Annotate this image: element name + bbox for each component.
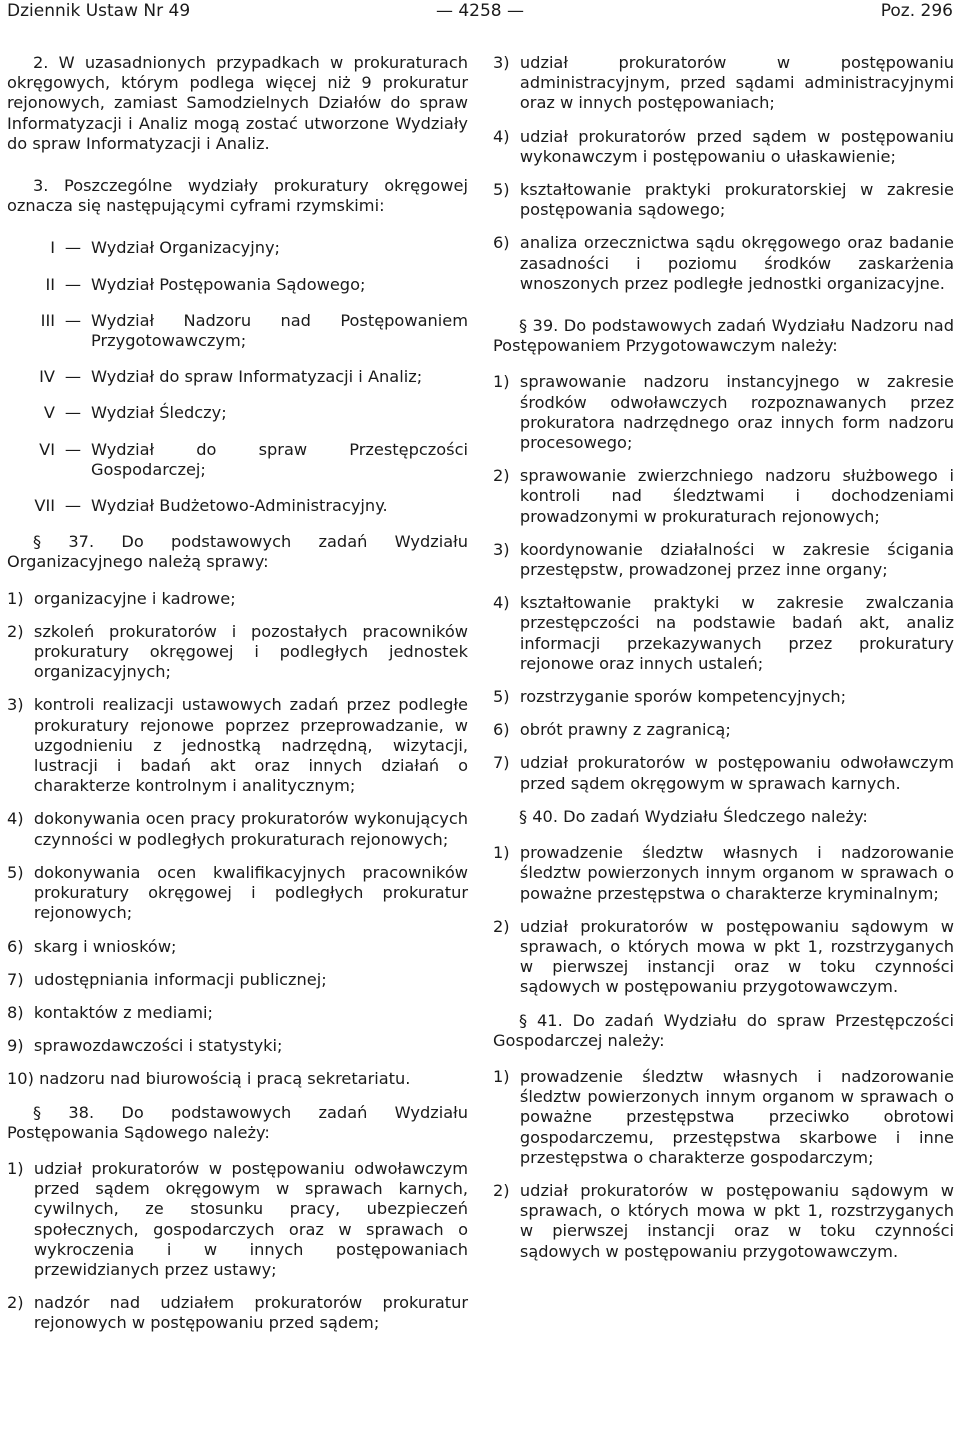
department-item — [7, 403, 468, 423]
item-number: 1) — [493, 843, 520, 863]
dash: — — [64, 238, 82, 258]
item-number: 2) — [493, 916, 520, 936]
item-text: skarg i wniosków; — [33, 936, 177, 956]
list-item — [493, 466, 954, 527]
item-text: koordynowanie działalności w zakresie ścigania przestępstw, prowadzonej przez inne organy; — [519, 539, 954, 580]
page-header — [7, 0, 953, 26]
item-text: rozstrzyganie sporów kompetencyjnych; — [519, 687, 847, 707]
item-number: 5) — [7, 862, 34, 882]
list-item — [493, 753, 954, 793]
item-number: 10) — [7, 1069, 40, 1089]
department-name: Wydział do spraw Informatyzacji i Analiz; — [91, 367, 423, 387]
list-item — [7, 1159, 468, 1280]
item-number: 4) — [7, 809, 34, 829]
item-text: kontroli realizacji ustawowych zadań przez podległe prokuratury rejonowe poprzez przeprowadzanie, w uzgodnieniu z jednostką nadrzędną, wizytacji, lustracji i badań akt oraz innych działań o charakterze kontrolnym i analitycznym; — [33, 695, 468, 796]
item-text: nadzoru nad biurowością i pracą sekretariatu. — [39, 1069, 411, 1089]
list-item — [7, 589, 468, 609]
department-numeral: V — [43, 403, 55, 423]
list-item — [7, 863, 468, 924]
item-number: 7) — [7, 969, 34, 989]
item-number: 1) — [7, 1158, 34, 1178]
item-text: prowadzenie śledztw własnych i nadzorowanie śledztw powierzonych innym organom w sprawach o poważne przestępstwa przeciwko obrotowi gospodarczemu, przestępstwa skarbowe i inne przestępstwa o charakterze gospodarczym; — [519, 1066, 954, 1167]
item-number: 4) — [493, 593, 520, 613]
dash: — — [64, 367, 82, 387]
item-number: 9) — [7, 1036, 34, 1056]
item-number: 2) — [7, 1293, 34, 1313]
item-number: 1) — [493, 1066, 520, 1086]
list-item — [493, 1181, 954, 1262]
item-text: dokonywania ocen pracy prokuratorów wykonujących czynności w podległych prokuraturach rejonowych; — [33, 809, 468, 849]
dash: — — [64, 310, 82, 330]
dash: — — [64, 274, 82, 294]
item-number: 3) — [7, 695, 34, 715]
list-item — [493, 917, 954, 998]
section-41-list — [493, 1067, 954, 1262]
item-text: udział prokuratorów w postępowaniu sądowym w sprawach, o których mowa w pkt 1, rozstrzyganych w pierwszej instancji oraz w toku czynności sądowych w postępowaniu przygotowawczym. — [519, 916, 954, 997]
list-item — [7, 1003, 468, 1023]
item-number: 4) — [493, 126, 520, 146]
item-text: analiza orzecznictwa sądu okręgowego oraz badanie zasadności i poziomu środków zaskarżenia wnoszonych przez podległe jednostki organizacyjne. — [519, 233, 954, 293]
item-number: 3) — [493, 539, 520, 559]
position-number: Poz. 296 — [880, 1, 953, 21]
department-name: Wydział Organizacyjny; — [91, 238, 280, 258]
item-text: udział prokuratorów przed sądem w postępowaniu wykonawczym i postępowaniu o ułaskawienie; — [519, 126, 954, 166]
section-37-heading: § 37. Do podstawowych zadań Wydziału Organizacyjnego należą sprawy: — [7, 532, 468, 572]
department-numeral: III — [40, 310, 55, 330]
item-text: kontaktów z mediami; — [33, 1002, 213, 1022]
item-number: 5) — [493, 180, 520, 200]
page-number: — 4258 — — [435, 1, 525, 21]
item-text: dokonywania ocen kwalifikacyjnych pracowników prokuratury okręgowej i podległych prokuratur rejonowych; — [33, 862, 468, 923]
item-number: 2) — [493, 466, 520, 486]
list-item — [493, 233, 954, 294]
list-item — [493, 180, 954, 220]
department-name: Wydział do spraw Przestępczości Gospodarczej; — [91, 439, 468, 479]
item-text: obrót prawny z zagranicą; — [519, 720, 731, 740]
list-item — [493, 53, 954, 114]
item-text: udział prokuratorów w postępowaniu odwoławczym przed sądem okręgowym w sprawach karnych. — [519, 753, 954, 793]
dash: — — [64, 496, 82, 516]
list-item — [7, 937, 468, 957]
item-number: 1) — [493, 372, 520, 392]
list-item — [493, 687, 954, 707]
item-number: 7) — [493, 753, 520, 773]
section-40-list — [493, 843, 954, 997]
list-item — [7, 622, 468, 683]
department-name: Wydział Postępowania Sądowego; — [91, 274, 366, 294]
item-number: 3) — [493, 53, 520, 72]
list-item — [493, 593, 954, 674]
item-text: szkoleń prokuratorów i pozostałych pracowników prokuratury okręgowej i podległych jednostek organizacyjnych; — [33, 621, 468, 682]
section-38-heading: § 38. Do podstawowych zadań Wydziału Postępowania Sądowego należy: — [7, 1102, 468, 1142]
department-numeral: VI — [39, 439, 55, 459]
department-name: Wydział Budżetowo-Administracyjny. — [91, 496, 388, 516]
list-item — [493, 720, 954, 740]
section-39-heading: § 39. Do podstawowych zadań Wydziału Nadzoru nad Postępowaniem Przygotowawczym należy: — [493, 316, 954, 356]
paragraph-3: 3. Poszczególne wydziały prokuratury okręgowej oznacza się następującymi cyframi rzymskimi: — [7, 176, 468, 216]
list-item — [493, 1067, 954, 1168]
list-item — [7, 809, 468, 849]
list-item — [493, 127, 954, 167]
item-text: udział prokuratorów w postępowaniu sądowym w sprawach, o których mowa w pkt 1, rozstrzyganych w pierwszej instancji oraz w toku czynności sądowych w postępowaniu przygotowawczym. — [519, 1180, 954, 1261]
list-item — [7, 695, 468, 796]
department-item — [7, 238, 468, 258]
item-number: 6) — [493, 233, 520, 253]
right-column — [493, 53, 954, 1275]
department-numeral: I — [50, 238, 55, 258]
department-numeral: IV — [39, 367, 55, 387]
department-numeral: II — [45, 274, 55, 294]
item-number: 8) — [7, 1002, 34, 1022]
list-item — [7, 970, 468, 990]
paragraph-2: 2. W uzasadnionych przypadkach w prokuraturach okręgowych, którym podlega więcej niż 9 prokuratur rejonowych, zamiast Samodzielnych Działów do spraw Informatyzacji i Analiz mogą zostać utworzone Wydziały do spraw Informatyzacji i Analiz. — [7, 53, 468, 153]
section-41-heading: § 41. Do zadań Wydziału do spraw Przestępczości Gospodarczej należy: — [493, 1010, 954, 1050]
section-37-list — [7, 589, 468, 1090]
department-list — [7, 238, 468, 516]
department-name: Wydział Śledczy; — [91, 403, 227, 423]
list-item — [493, 843, 954, 904]
item-number: 1) — [7, 588, 34, 608]
department-item — [7, 275, 468, 295]
item-text: nadzór nad udziałem prokuratorów prokuratur rejonowych w postępowaniu przed sądem; — [33, 1293, 468, 1333]
section-39-list — [493, 372, 954, 793]
list-item — [493, 372, 954, 453]
item-text: kształtowanie praktyki prokuratorskiej w zakresie postępowania sądowego; — [519, 180, 954, 220]
journal-title: Dziennik Ustaw Nr 49 — [7, 1, 191, 21]
item-number: 2) — [7, 621, 34, 641]
list-item — [7, 1036, 468, 1056]
list-item — [493, 540, 954, 580]
item-text: organizacyjne i kadrowe; — [33, 588, 236, 608]
item-text: prowadzenie śledztw własnych i nadzorowanie śledztw powierzonych innym organom w sprawach o poważne przestępstwa o charakterze kryminalnym; — [519, 843, 954, 903]
department-item — [7, 496, 468, 516]
item-number: 5) — [493, 687, 520, 707]
item-text: udział prokuratorów w postępowaniu administracyjnym, przed sądami administracyjnymi oraz w innych postępowaniach; — [519, 53, 954, 113]
section-40-heading: § 40. Do zadań Wydziału Śledczego należy: — [519, 806, 868, 826]
dash: — — [64, 403, 82, 423]
item-text: kształtowanie praktyki w zakresie zwalczania przestępczości na podstawie badań akt, analiz informacji przekazywanych przez prokuratury rejonowe oraz innych ustaleń; — [519, 593, 954, 673]
item-text: sprawowanie zwierzchniego nadzoru służbowego i kontroli nad śledztwami i dochodzeniami prowadzonymi w prokuraturach rejonowych; — [519, 466, 954, 526]
item-number: 2) — [493, 1180, 520, 1200]
department-numeral: VII — [34, 496, 55, 516]
department-item — [7, 311, 468, 351]
left-column — [7, 53, 468, 1347]
section-38-list — [7, 1159, 468, 1334]
list-item — [7, 1069, 468, 1089]
item-text: sprawozdawczości i statystyki; — [33, 1036, 283, 1056]
item-text: udział prokuratorów w postępowaniu odwoławczym przed sądem okręgowym w sprawach karnych, cywilnych, ze stosunku pracy, ubezpieczeń społecznych, gospodarczych oraz w sprawach o wykroczenia i w innych postępowaniach przewidzianych przez ustawy; — [33, 1158, 468, 1279]
item-text: udostępniania informacji publicznej; — [33, 969, 327, 989]
department-item — [7, 440, 468, 480]
item-text: sprawowanie nadzoru instancyjnego w zakresie środków odwoławczych rozpoznawanych przez prokuratora nadrzędnego oraz innych form nadzoru procesowego; — [519, 372, 954, 453]
dash: — — [64, 439, 82, 459]
department-item — [7, 367, 468, 387]
item-number: 6) — [493, 720, 520, 740]
list-item — [7, 1293, 468, 1333]
item-number: 6) — [7, 936, 34, 956]
department-name: Wydział Nadzoru nad Postępowaniem Przygotowawczym; — [91, 310, 468, 351]
section-38-list-continued — [493, 53, 954, 294]
